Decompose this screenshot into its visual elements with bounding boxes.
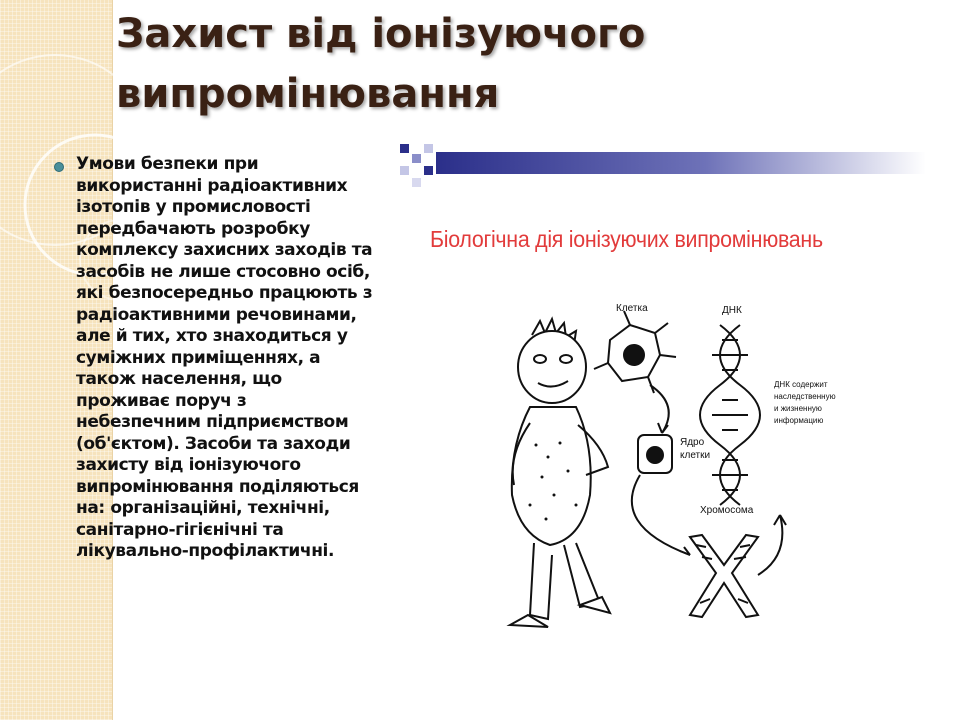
bullet-icon	[54, 162, 64, 172]
nucleus-icon	[638, 435, 672, 473]
dna-note-line4: информацию	[774, 416, 824, 425]
slide-title: Захист від іонізуючого випромінювання	[116, 11, 646, 117]
biology-illustration	[490, 295, 850, 655]
nucleus-label-line2: клетки	[680, 450, 711, 461]
dna-label: ДНК	[722, 305, 742, 316]
cell-label: Клетка	[616, 303, 648, 314]
nucleus-label-line1: Ядро	[680, 437, 705, 448]
dna-note-line1: ДНК содержит	[774, 380, 828, 389]
figure-header-bar	[396, 142, 926, 192]
cell-icon	[594, 311, 676, 393]
dna-helix-icon	[700, 325, 760, 505]
chromosome-label: Хромосома	[700, 505, 754, 516]
body-text: Умови безпеки при використанні радіоактивних ізотопів у промисловості передбачають розробку комплексу захисних заходів та засобів не лише стосовно осіб, які безпосередньо працюють з радіоактивними речовинами, але й тих, хто знаходиться у суміжних приміщеннях, а також населення, що проживає поруч з небезпечним підприємством (об'єктом). Засоби та заходи захисту від іонізуючого випромінювання поділяються на: організаційні, технічні, санітарно-гігієнічні та лікувально-профілактичні.	[76, 154, 373, 561]
boy-figure	[510, 319, 610, 627]
chromosome-icon	[690, 535, 758, 617]
dna-note-line2: наследственную	[774, 392, 836, 401]
dna-note-line3: и жизненную	[774, 404, 822, 413]
figure-title: Біологічна дія іонізуючих випромінювань	[430, 226, 823, 252]
